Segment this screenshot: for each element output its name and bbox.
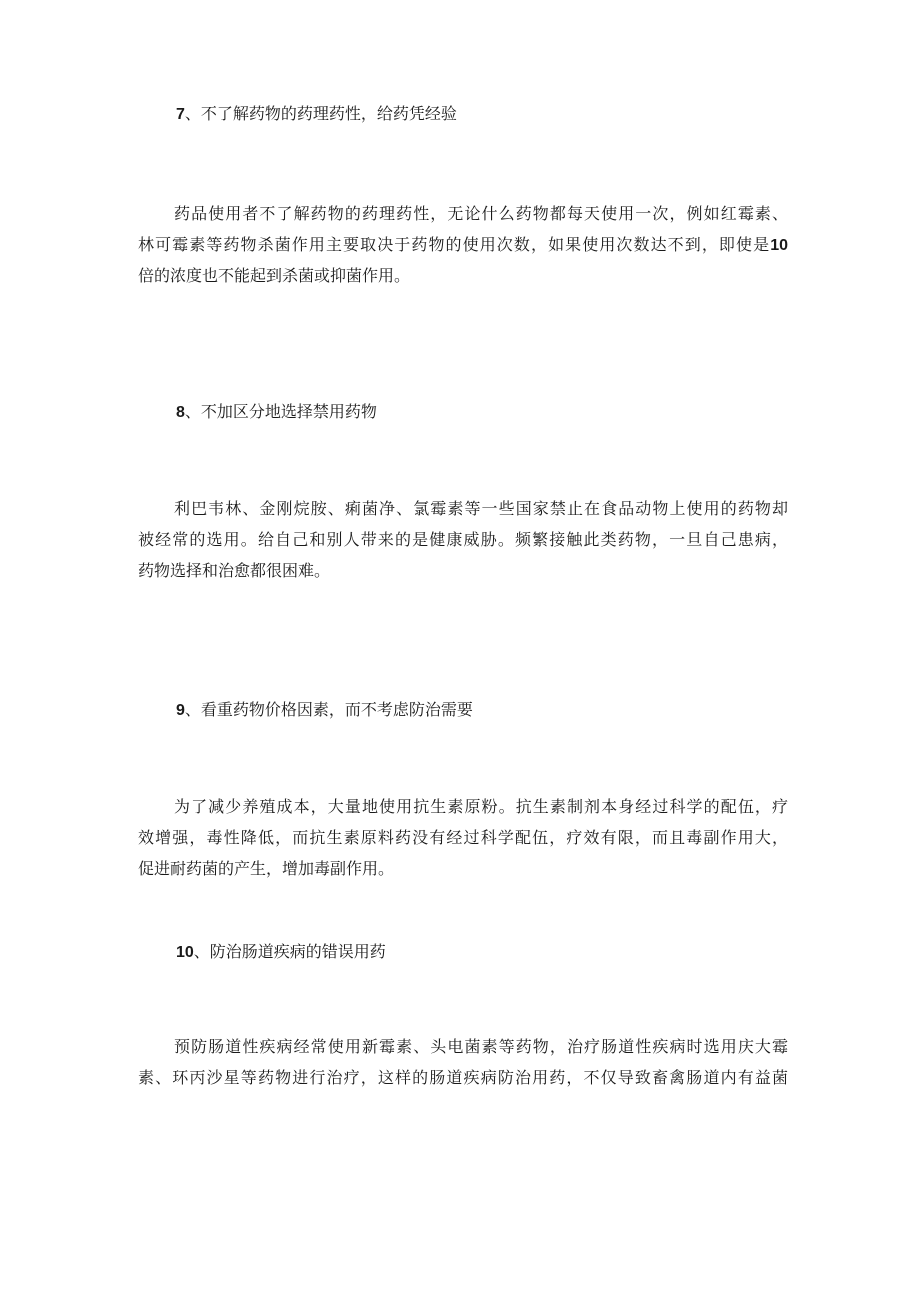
section-number: 10 [176,944,194,961]
section-title: 、不加区分地选择禁用药物 [184,402,377,421]
section-title: 、看重药物价格因素，而不考虑防治需要 [184,700,473,719]
section-number: 7 [176,106,185,123]
paragraph-line: 被经常的选用。给自己和别人带来的是健康威胁。频繁接触此类药物，一旦自己患病， [138,530,788,549]
paragraph-line: 预防肠道性疾病经常使用新霉素、头电菌素等药物，治疗肠道性疾病时选用庆大霉 [174,1037,788,1056]
section-7-heading [176,104,457,125]
section-9-paragraph [138,791,788,884]
section-9-heading [176,700,473,721]
paragraph-line: 药物选择和治愈都很困难。 [138,561,331,580]
paragraph-line [138,229,788,260]
paragraph-line: 利巴韦林、金刚烷胺、痢菌净、氯霉素等一些国家禁止在食品动物上使用的药物却 [174,499,788,518]
section-number: 8 [176,404,185,421]
paragraph-line: 素、环丙沙星等药物进行治疗，这样的肠道疾病防治用药，不仅导致畜禽肠道内有益菌 [138,1068,788,1087]
paragraph-line: 促进耐药菌的产生，增加毒副作用。 [138,859,395,878]
section-number: 9 [176,702,185,719]
section-title: 、不了解药物的药理药性，给药凭经验 [184,104,457,123]
paragraph-number: 10 [770,237,788,254]
section-title: 、防治肠道疾病的错误用药 [193,942,386,961]
section-8-paragraph [138,493,788,586]
paragraph-line: 效增强，毒性降低，而抗生素原料药没有经过科学配伍，疗效有限，而且毒副作用大， [138,828,788,847]
section-7-paragraph [138,198,788,291]
paragraph-line-text: 林可霉素等药物杀菌作用主要取决于药物的使用次数，如果使用次数达不到，即使是 [138,235,771,254]
section-10-paragraph [138,1031,788,1093]
paragraph-line: 药品使用者不了解药物的药理药性，无论什么药物都每天使用一次，例如红霉素、 [174,204,788,223]
section-10-heading [176,942,386,963]
section-8-heading [176,402,377,423]
paragraph-line: 为了减少养殖成本，大量地使用抗生素原粉。抗生素制剂本身经过科学的配伍，疗 [174,797,788,816]
paragraph-line: 倍的浓度也不能起到杀菌或抑菌作用。 [138,266,411,285]
